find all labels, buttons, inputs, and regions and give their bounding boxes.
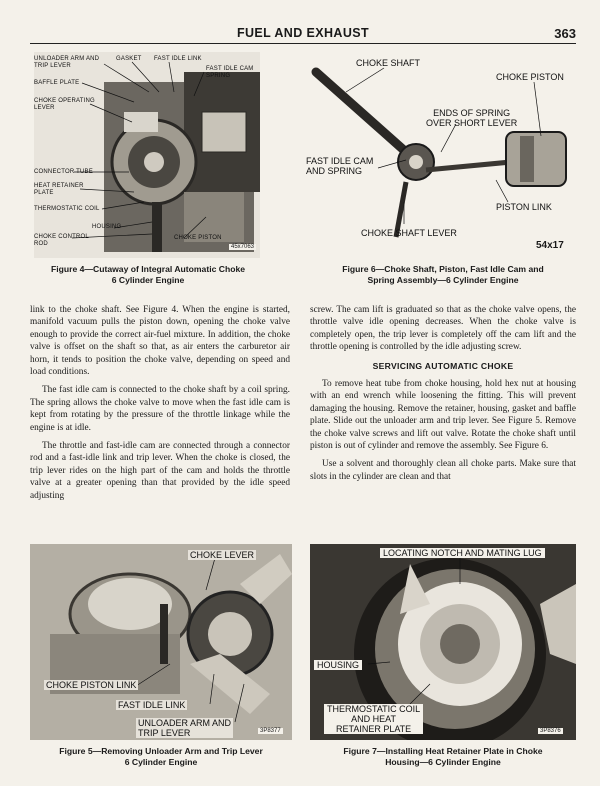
page-header — [30, 26, 576, 42]
fig5-code: 3P8377 — [260, 728, 281, 734]
fig7-label-thermo: THERMOSTATIC COIL AND HEAT RETAINER PLATE — [324, 704, 423, 734]
fig6-label-piston-link: PISTON LINK — [496, 202, 552, 212]
fig7-label-notch: LOCATING NOTCH AND MATING LUG — [380, 548, 545, 558]
fig4-label-baffle: BAFFLE PLATE — [34, 80, 80, 86]
figure-6-image — [306, 52, 578, 258]
fig4-label-choke-control: CHOKE CONTROL ROD — [34, 234, 89, 247]
fig6-label-cam: FAST IDLE CAM AND SPRING — [306, 156, 374, 176]
fig4-label-heat-retainer: HEAT RETAINER PLATE — [34, 183, 84, 196]
page-number: 363 — [554, 26, 576, 41]
fig4-label-unloader: UNLOADER ARM AND TRIP LEVER — [34, 56, 100, 69]
figure-5-caption: Figure 5—Removing Unloader Arm and Trip Lever 6 Cylinder Engine — [59, 746, 263, 767]
section-title: FUEL AND EXHAUST — [236, 26, 370, 40]
left-paragraph-2: The fast idle cam is connected to the choke shaft by a coil spring. The spring allows the choke valve to move when the fast idle cam is kept from rotating by the pressure of the throttle linkage while the engine is at idle. — [30, 385, 290, 433]
right-paragraph-1: screw. The cam lift is graduated so that as the choke valve opens, the throttle valve idle opening decreases. When the choke valve is completely open, the trip lever is completely off the cam lift and the throttle opening is controlled by the idle adjusting screw. — [310, 305, 576, 353]
right-paragraph-3: Use a solvent and thoroughly clean all choke parts. Make sure that slots in the cylinder are clean and that — [310, 459, 576, 482]
fig4-label-thermo: THERMOSTATIC COIL — [34, 206, 100, 212]
fig7-label-housing: HOUSING — [314, 660, 362, 670]
figure-5-illustration — [30, 544, 292, 740]
fig6-label-ends: ENDS OF SPRING OVER SHORT LEVER — [426, 108, 518, 128]
right-text-column — [310, 304, 576, 489]
fig4-label-gasket: GASKET — [116, 56, 142, 62]
fig4-label-choke-op: CHOKE OPERATING LEVER — [34, 98, 95, 111]
header-rule — [30, 43, 576, 44]
left-text-column — [30, 304, 290, 508]
fig5-label-choke-lever: CHOKE LEVER — [190, 550, 255, 560]
right-paragraph-2: To remove heat tube from choke housing, hold hex nut at housing with an end wrench while loosening the fitting. This will prevent damaging the housing. Remove the retainer, housing, gasket and baffle plate. Slide out the unloader arm and trip lever. See Figure 5. Remove the choke valve screws and lift out valve. Rotate the choke shaft until piston is out of cylinder and remove the assembly. See Figure 6. — [310, 379, 576, 452]
fig4-code: 45x7063 — [231, 244, 255, 250]
fig4-label-fast-idle-link: FAST IDLE LINK — [154, 56, 202, 62]
fig5-label-unloader: UNLOADER ARM AND TRIP LEVER — [138, 718, 232, 738]
figure-7-caption: Figure 7—Installing Heat Retainer Plate in Choke Housing—6 Cylinder Engine — [343, 746, 543, 767]
figure-4-caption: Figure 4—Cutaway of Integral Automatic Choke 6 Cylinder Engine — [50, 264, 246, 285]
fig6-label-shaft: CHOKE SHAFT — [356, 58, 421, 68]
fig4-label-housing: HOUSING — [92, 224, 122, 230]
fig7-code: 3P8376 — [540, 728, 561, 734]
left-paragraph-1: link to the choke shaft. See Figure 4. When the engine is started, manifold vacuum pulls the piston down, opening the choke valve enough to provide the correct air-fuel mixture. In addition, the choke valve is offset on the shaft so that, as air enters the carburetor air horn, it tends to position the choke valve, depending on speed and load conditions. — [30, 305, 290, 378]
left-paragraph-3: The throttle and fast-idle cam are connected through a connector rod and a fast-idle link and trip lever. When the choke is closed, the trip lever rides on the high part of the cam and holds the throttle valve at a greater opening than that provided by the idle speed adjusting — [30, 441, 290, 501]
fig5-label-fast-idle-link: FAST IDLE LINK — [118, 700, 186, 710]
figure-6-caption: Figure 6—Choke Shaft, Piston, Fast Idle Cam and Spring Assembly—6 Cylinder Engine — [342, 264, 544, 285]
fig5-label-piston-link: CHOKE PISTON LINK — [46, 680, 137, 690]
fig4-label-connector: CONNECTOR TUBE — [34, 169, 93, 175]
figure-7-image — [310, 544, 576, 740]
fig6-code: 54x17 — [536, 240, 564, 251]
section-heading: SERVICING AUTOMATIC CHOKE — [372, 360, 514, 371]
fig6-label-lever: CHOKE SHAFT LEVER — [361, 228, 457, 238]
figure-4-image — [34, 52, 260, 258]
figure-5-image — [30, 544, 292, 740]
fig4-label-fast-idle-cam: FAST IDLE CAM SPRING — [206, 66, 254, 79]
fig4-label-choke-piston: CHOKE PISTON — [174, 235, 222, 241]
fig6-label-piston: CHOKE PISTON — [496, 72, 564, 82]
